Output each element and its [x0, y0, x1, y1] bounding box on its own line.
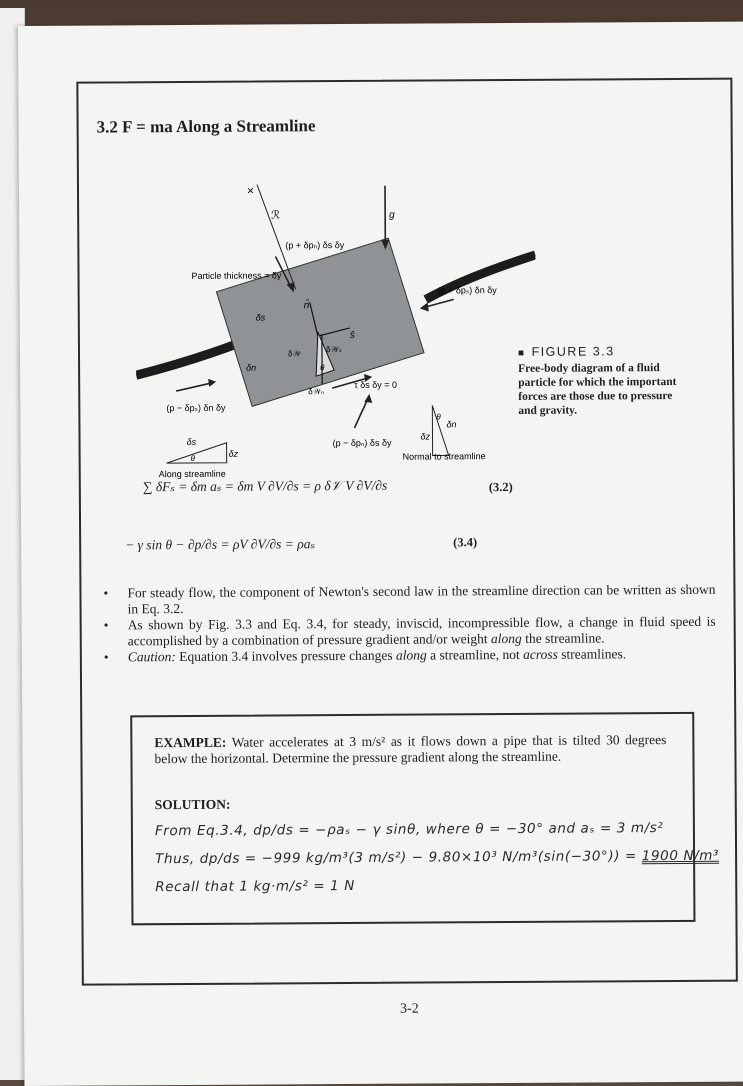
normal-to-streamline-label: Normal to streamline	[403, 451, 486, 462]
shear-label: τ δs δy = 0	[354, 380, 397, 390]
weight-s-label: δ𝒲ₛ	[326, 345, 342, 354]
theta-label-along: θ	[191, 454, 196, 463]
weight-n-label: δ𝒲ₙ	[308, 387, 324, 396]
equation-3-2-number: (3.2)	[489, 480, 513, 495]
bullet-emphasis: Caution:	[128, 649, 176, 664]
s-hat-label: ŝ	[350, 330, 355, 341]
equation-3-4-number: (3.4)	[453, 535, 477, 550]
free-body-diagram	[135, 183, 537, 485]
bullet-emphasis: along	[491, 631, 522, 646]
example-box	[130, 712, 695, 925]
solution-line-3: Recall that 1 kg·m/s² = 1 N	[155, 878, 355, 895]
solution-heading: SOLUTION:	[155, 797, 231, 813]
dz-label-normal: δz	[420, 431, 430, 441]
weight-label: δ𝒲	[288, 349, 302, 358]
section-title: 3.2 F = ma Along a Streamline	[97, 116, 316, 137]
bullet-text: Equation 3.4 involves pressure changes	[176, 648, 396, 664]
solution-answer: 1900 N/m³	[642, 848, 719, 864]
figure-caption-text: Free-body diagram of a fluid particle for which the important forces are those due to pressure and gravity.	[518, 362, 676, 417]
dn-label-particle: δn	[246, 363, 256, 373]
particle-thickness-label: Particle thickness = δy	[191, 270, 281, 281]
weight-theta-label: θ	[320, 363, 325, 372]
bullet-item	[104, 614, 716, 650]
solution-line-1: From Eq.3.4, dp/ds = −ρaₛ − γ sinθ, where θ = −30° and aₛ = 3 m/s²	[155, 820, 664, 839]
bullet-text: As shown by Fig. 3.3 and Eq. 3.4, for steady, inviscid, incompressible flow, a change in fluid speed is accomplished by a combination of pressure gradient and/or weight	[128, 614, 716, 649]
right-pressure-label: (p + δpₛ) δn δy	[438, 285, 498, 295]
theta-label-normal: θ	[436, 412, 441, 421]
bullet-text: For steady flow, the component of Newton's second law in the streamline direction can be written as shown in Eq. 3.2.	[127, 582, 715, 617]
textbook-page	[18, 21, 743, 1086]
bullet-emphasis: along	[396, 648, 427, 663]
bullet-item	[103, 582, 715, 618]
solution-line-2-text: Thus, dp/ds = −999 kg/m³(3 m/s²) − 9.80×10³ N/m³(sin(−30°)) =	[155, 848, 642, 867]
equation-3-4: − γ sin θ − ∂p/∂s = ρV ∂V/∂s = ρaₛ	[125, 536, 315, 553]
page-number: 3-2	[400, 1002, 419, 1018]
example-heading: EXAMPLE:	[154, 735, 226, 750]
along-streamline-label: Along streamline	[159, 469, 226, 479]
figure-label: ■ FIGURE 3.3	[518, 344, 678, 361]
dn-label-normal: δn	[446, 419, 456, 429]
left-pressure-label: (p − δpₛ) δn δy	[166, 403, 226, 413]
gravity-label: g	[389, 210, 395, 221]
bottom-pressure-label: (p − δpₙ) δs δy	[333, 438, 392, 448]
equation-3-2: ∑ δFₛ = δm aₛ = δm V ∂V/∂s = ρ δ𝒱 V ∂V/∂s	[143, 478, 388, 495]
solution-line-2	[155, 848, 719, 867]
x-marker: ×	[247, 184, 254, 198]
bullet-text: a streamline, not	[427, 647, 523, 663]
bullet-list	[103, 582, 715, 666]
figure-caption	[518, 344, 678, 418]
top-pressure-label: (p + δpₙ) δs δy	[285, 240, 344, 250]
n-hat-label: n̂	[304, 298, 310, 312]
example-problem	[154, 732, 666, 767]
bullet-text: streamlines.	[558, 646, 626, 661]
ds-label-particle: δs	[256, 312, 266, 322]
bullet-emphasis: across	[523, 647, 558, 662]
bullet-text: the streamline.	[522, 630, 605, 646]
example-problem-text: Water accelerates at 3 m/s² as it flows down a pipe that is tilted 30 degrees below the horizontal. Determine the pressure gradient along the streamline.	[154, 732, 666, 766]
radius-label: ℛ	[271, 209, 280, 221]
dz-label-along: δz	[229, 449, 239, 459]
ds-label-along: δs	[187, 437, 197, 447]
